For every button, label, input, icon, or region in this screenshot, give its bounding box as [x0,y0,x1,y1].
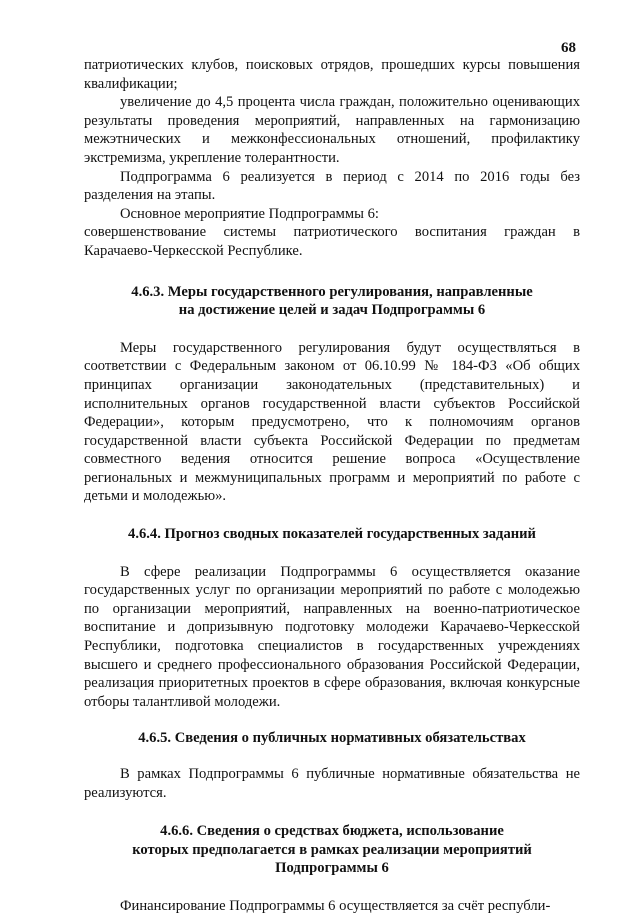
section-4-6-4-heading: 4.6.4. Прогноз сводных показателей государственных заданий [128,526,536,543]
page-content [84,56,580,916]
section-4-6-6-heading-line-3: Подпрограммы 6 [275,860,389,877]
section-4-6-3-paragraph: Меры государственного регулирования будут осуществляться в соответствии с Федеральным законом от 06.10.99 № 184-ФЗ «Об общих принципах организации законодательных (представительных) и исполнительных органов государственной власти субъектов Российской Федерации», которым предусмотрено, что к полномочиям органов государственной власти субъекта Российской Федерации по предметам совместного ведения относится решение вопроса «Осуществление региональных и межмуниципальных программ и мероприятий по работе с детьми и молодежью». [84,339,580,505]
section-4-6-3-heading-line-2: на достижение целей и задач Подпрограммы 6 [178,302,486,319]
section-4-6-6-paragraph: Финансирование Подпрограммы 6 осуществляется за счёт республи- [120,897,551,914]
section-4-6-5-paragraph: В рамках Подпрограммы 6 публичные нормативные обязательства не реализуются. [84,766,580,801]
intro-paragraph-3: Подпрограмма 6 реализуется в период с 2014 по 2016 годы без разделения на этапы. [84,168,580,204]
intro-paragraph-1: патриотических клубов, поисковых отрядов, прошедших курсы повышения квалификации; [84,57,580,92]
section-4-6-5-heading: 4.6.5. Сведения о публичных нормативных обязательствах [138,730,526,747]
page-number: 68 [561,40,576,56]
section-4-6-3-heading-line-1: 4.6.3. Меры государственного регулирования, направленные [131,283,533,300]
section-4-6-6-heading-line-1: 4.6.6. Сведения о средствах бюджета, использование [160,823,504,840]
section-4-6-4-paragraph: В сфере реализации Подпрограммы 6 осуществляется оказание государственных услуг по организации мероприятий по работе с молодежью по организации мероприятий, направленных на военно-патриотическое воспитание и допризывную подготовку молодежи Карачаево-Черкесской Республики, подготовка специалистов в государственных учреждениях высшего и среднего профессионального образования Российской Федерации, реализация приоритетных проектов в сфере образования, включая конкурсные отборы талантливой молодежи. [84,563,580,710]
intro-paragraph-2: увеличение до 4,5 процента числа граждан, положительно оценивающих результаты проведения мероприятий, направленных на гармонизацию межэтнических и межконфессиональных отношений, профилактику экстремизма, укрепление толерантности. [84,94,580,166]
section-4-6-6-heading-line-2: которых предполагается в рамках реализации мероприятий [132,841,532,858]
intro-paragraph-5: совершенствование системы патриотического воспитания граждан в Карачаево-Черкесской Республике. [84,224,580,259]
intro-paragraph-4: Основное мероприятие Подпрограммы 6: [120,205,379,222]
section-4-6-6-heading [84,822,580,878]
section-4-6-3-heading [84,283,580,320]
